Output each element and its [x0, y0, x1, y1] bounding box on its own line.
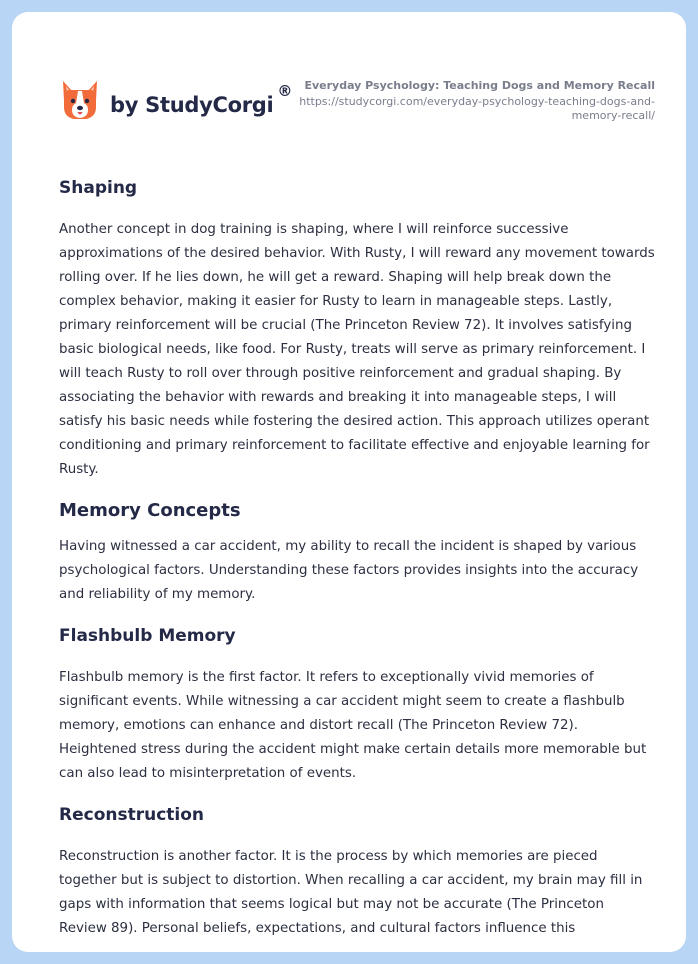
section-paragraph-memory-concepts: Having witnessed a car accident, my ability to recall the incident is shaped by various psychological factors. Understanding these factors provides insights into the accuracy and reliability of my memory.	[59, 539, 639, 602]
article-body	[59, 176, 655, 941]
section-paragraph-shaping: Another concept in dog training is shaping, where I will reinforce successive approximations of the desired behavior. With Rusty, I will reward any movement towards rolling over. If he lies down, he will get a reward. Shaping will help break down the complex behavior, making it easier for Rusty to learn in manageable steps. Lastly, primary reinforcement will be crucial (The Princeton Review 72). It involves satisfying basic biological needs, like food. For Rusty, treats will serve as primary reinforcement. I will teach Rusty to roll over through positive reinforcement and gradual shaping. By associating the behavior with rewards and breaking it into manageable steps, I will satisfy his basic needs while fostering the desired action. This approach utilizes operant conditioning and primary reinforcement to facilitate effective and enjoyable learning for Rusty.	[59, 222, 655, 477]
section-heading-flashbulb-memory: Flashbulb Memory	[59, 626, 236, 646]
corgi-icon	[60, 79, 100, 123]
registered-mark: ®	[277, 82, 293, 100]
document-page	[12, 12, 686, 952]
brand-name: by StudyCorgi	[110, 93, 274, 117]
section-heading-shaping: Shaping	[59, 178, 138, 198]
document-url[interactable]: https://studycorgi.com/everyday-psychology-teaching-dogs-and-memory-recall/	[299, 95, 655, 122]
section-paragraph-reconstruction: Reconstruction is another factor. It is the process by which memories are pieced together but is subject to distortion. When recalling a car accident, my brain may fill in gaps with information that seems logical but may not be accurate (The Princeton Review 89). Personal beliefs, expectations, and cultural factors influence this	[59, 849, 643, 936]
section-heading-memory-concepts: Memory Concepts	[59, 500, 241, 521]
section-heading-reconstruction: Reconstruction	[59, 805, 205, 825]
document-meta	[295, 78, 655, 123]
section-paragraph-flashbulb-memory: Flashbulb memory is the first factor. It refers to exceptionally vivid memories of significant events. While witnessing a car accident might seem to create a flashbulb memory, emotions can enhance and distort recall (The Princeton Review 72). Heightened stress during the accident might make certain details more memorable but can also lead to misinterpretation of events.	[59, 670, 647, 781]
page-header	[12, 12, 686, 152]
document-title: Everyday Psychology: Teaching Dogs and Memory Recall	[304, 79, 655, 92]
studycorgi-logo[interactable]	[60, 76, 292, 126]
